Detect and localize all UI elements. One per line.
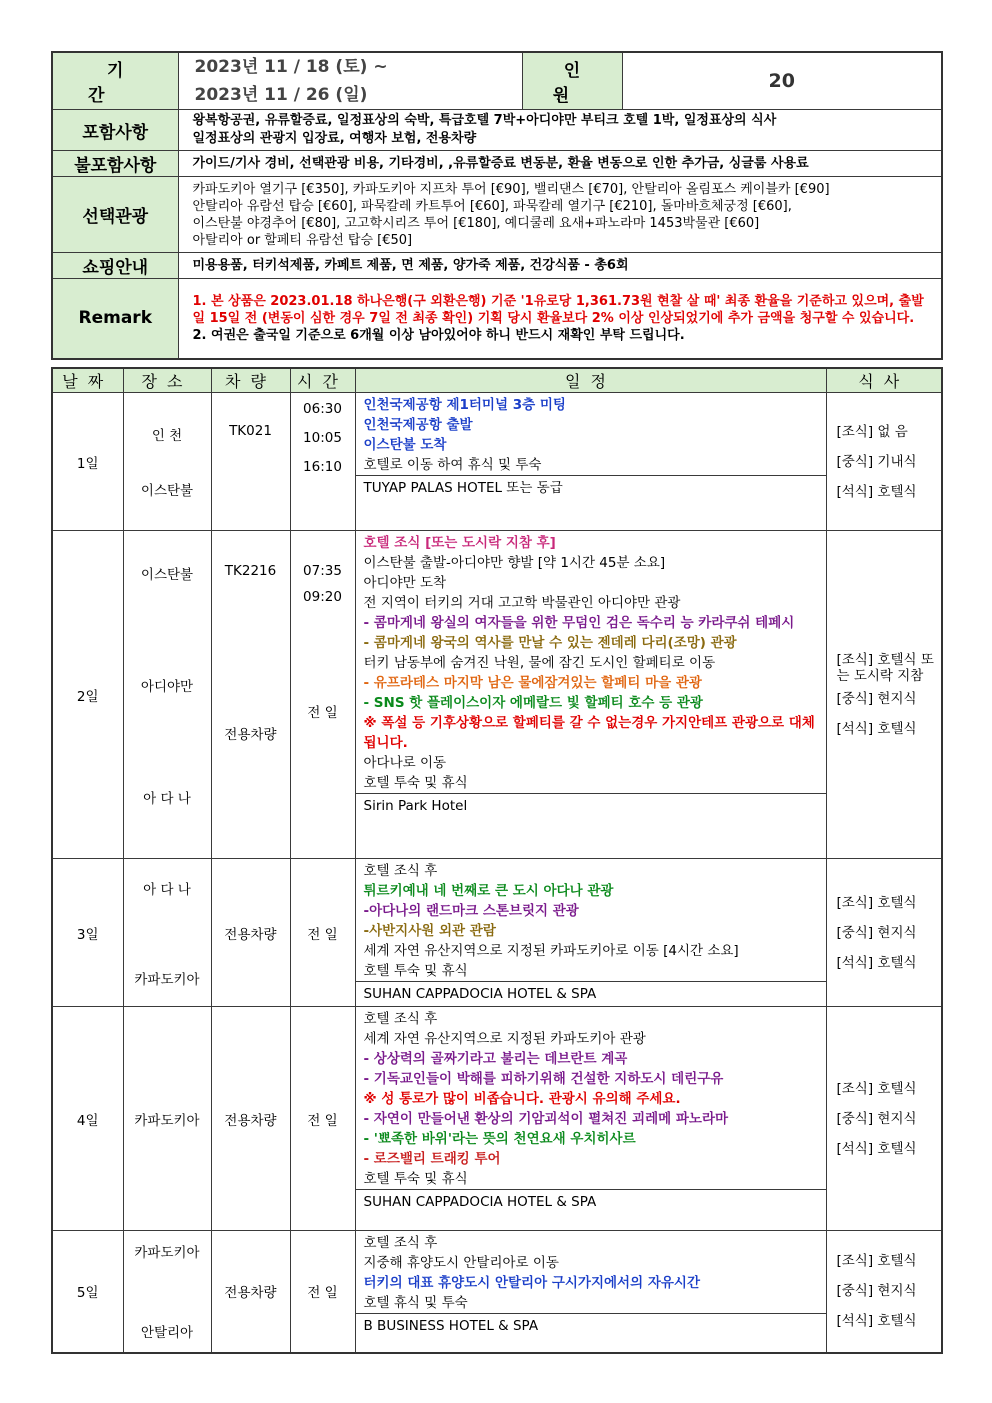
schedule-line: -아다나의 랜드마크 스톤브릿지 관광 xyxy=(363,903,579,919)
period-value xyxy=(178,52,522,110)
schedule-line: 터키의 대표 휴양도시 안탈리아 구시가지에서의 자유시간 xyxy=(363,1275,700,1291)
schedule-line: - 기독교인들이 박해를 피하기위해 건설한 지하도시 데린구유 xyxy=(363,1071,724,1087)
schedule-line: 호텔 조식 [또는 도시락 지참 후] xyxy=(363,535,556,551)
schedule-line: 호텔 휴식 및 투숙 xyxy=(363,1295,468,1311)
schedule-line: 지중해 휴양도시 안탈리아로 이동 xyxy=(363,1255,559,1271)
meal-lunch: [중식] 현지식 xyxy=(836,1110,917,1127)
schedule-line: ※ 성 통로가 많이 비좁습니다. 관광시 유의해 주세요. xyxy=(363,1091,681,1107)
day-label: 1일 xyxy=(52,393,123,531)
meal-breakfast: [조식] 호텔식 또는 도시락 지참 xyxy=(836,651,934,684)
time-cell xyxy=(290,531,355,859)
meal-cell xyxy=(826,531,942,859)
meal-cell xyxy=(826,393,942,531)
meal-lunch: [중식] 현지식 xyxy=(836,924,917,941)
time-all-day: 전 일 xyxy=(307,705,338,721)
schedule-cell xyxy=(355,859,826,1007)
include-value xyxy=(178,110,942,151)
place-cell xyxy=(123,393,211,531)
transport-cell: 전용차량 xyxy=(211,1007,290,1231)
remark-1: 1. 본 상품은 2023.01.18 하나은행(구 외환은행) 기준 '1유로당 1,361.73원 현찰 살 때' 최종 환율을 기준하고 있으며, 출발일 15일 전 (변동이 심한 경우 7일 전 최종 확인) 기획 당시 환율보다 2% 이상 인상되었기에 추가 금액을 청구할 수 있습니다. xyxy=(192,293,924,326)
transport-value: TK2216 xyxy=(224,563,277,579)
schedule-line: 세계 자연 유산지역으로 지정된 카파도키아 관광 xyxy=(363,1031,646,1047)
place-name: 아 다 나 xyxy=(143,791,191,807)
itinerary-table xyxy=(51,367,943,1354)
day-row xyxy=(52,531,942,859)
header-meal: 식사 xyxy=(826,368,942,393)
meal-cell xyxy=(826,1007,942,1231)
shopping-value: 미용용품, 터키석제품, 카페트 제품, 면 제품, 양가죽 제품, 건강식품 - 총6회 xyxy=(178,253,942,279)
period-end: 2023년 11 / 26 (일) xyxy=(194,85,368,105)
time-value: 06:30 xyxy=(303,401,342,417)
schedule-lines xyxy=(356,1007,826,1189)
schedule-lines xyxy=(356,393,826,475)
schedule-cell xyxy=(355,531,826,859)
schedule-lines xyxy=(356,1231,826,1313)
place-name: 아디야만 xyxy=(140,679,194,695)
meal-dinner: [석식] 호텔식 xyxy=(836,1313,917,1330)
place-name: 카파도키아 xyxy=(123,1007,211,1231)
meal-breakfast: [조식] 호텔식 xyxy=(836,1080,917,1097)
place-name: 안탈리아 xyxy=(140,1325,194,1342)
header-time: 시간 xyxy=(290,368,355,393)
time-value: 09:20 xyxy=(303,589,342,605)
schedule-line: - 자연이 만들어낸 환상의 기암괴석이 펼쳐진 괴레메 파노라마 xyxy=(363,1111,729,1127)
place-cell xyxy=(123,1231,211,1353)
schedule-line: - 로즈밸리 트래킹 투어 xyxy=(363,1151,501,1167)
header-day: 날짜 xyxy=(52,368,123,393)
schedule-line: 아다나로 이동 xyxy=(363,755,447,771)
hotel-name: SUHAN CAPPADOCIA HOTEL & SPA xyxy=(356,1189,826,1214)
meal-lunch: [중식] 현지식 xyxy=(836,1283,917,1300)
schedule-line: 호텔 투숙 및 휴식 xyxy=(363,1171,468,1187)
meal-breakfast: [조식] 호텔식 xyxy=(836,894,917,911)
time-value: 10:05 xyxy=(303,430,342,446)
period-start: 2023년 11 / 18 (토) ~ xyxy=(194,57,388,77)
time-cell: 전 일 xyxy=(290,1007,355,1231)
schedule-line: - SNS 핫 플레이스이자 에메랄드 빛 할페티 호수 등 관광 xyxy=(363,695,703,711)
time-cell: 전 일 xyxy=(290,859,355,1007)
place-name: 아 다 나 xyxy=(143,881,191,898)
optional-tour-value xyxy=(178,177,942,253)
place-name: 이스탄불 xyxy=(140,567,194,583)
pax-label: 인 원 xyxy=(522,52,622,110)
schedule-line: 호텔 조식 후 xyxy=(363,1235,438,1251)
time-cell: 전 일 xyxy=(290,1231,355,1353)
schedule-line: 호텔 조식 후 xyxy=(363,863,438,879)
day-row xyxy=(52,393,942,531)
schedule-line: 아디야만 도착 xyxy=(363,575,447,591)
include-line: 왕복항공권, 유류할증료, 일정표상의 숙박, 특급호텔 7박+아디야만 부티크 호텔 1박, 일정표상의 식사 xyxy=(192,113,777,128)
place-name: 카파도키아 xyxy=(134,971,200,988)
day-row xyxy=(52,1231,942,1353)
hotel-name: B BUSINESS HOTEL & SPA xyxy=(356,1313,826,1338)
meal-dinner: [석식] 호텔식 xyxy=(836,954,917,971)
place-name: 이스탄불 xyxy=(140,483,194,499)
schedule-line: 호텔 투숙 및 휴식 xyxy=(363,963,468,979)
transport-cell: TK021 xyxy=(211,393,290,531)
schedule-line: 이스탄불 출발-아디야만 향발 [약 1시간 45분 소요] xyxy=(363,555,666,571)
schedule-line: - 콤마게네 왕실의 여자들을 위한 무덤인 검은 독수리 능 카라쿠쉬 테페시 xyxy=(363,615,795,631)
transport-cell: 전용차량 xyxy=(211,859,290,1007)
day-label: 5일 xyxy=(52,1231,123,1353)
place-name: 인 천 xyxy=(151,428,183,444)
schedule-line: 터키 남동부에 숨겨진 낙원, 물에 잠긴 도시인 할페티로 이동 xyxy=(363,655,716,671)
transport-value: 전용차량 xyxy=(224,727,277,743)
hotel-name: Sirin Park Hotel xyxy=(356,793,826,818)
schedule-lines xyxy=(356,531,826,793)
meal-lunch: [중식] 기내식 xyxy=(836,453,917,470)
schedule-line: - 콤마게네 왕국의 역사를 만날 수 있는 젠데레 다리(조망) 관광 xyxy=(363,635,737,651)
schedule-cell xyxy=(355,393,826,531)
hotel-name: SUHAN CAPPADOCIA HOTEL & SPA xyxy=(356,981,826,1006)
meal-dinner: [석식] 호텔식 xyxy=(836,720,917,737)
day-row xyxy=(52,1007,942,1231)
header-schedule: 일정 xyxy=(355,368,826,393)
optional-tour-line: 카파도키아 열기구 [€350], 카파도키아 지프차 투어 [€90], 밸리댄스 [€70], 안탈리아 올림포스 케이블카 [€90] xyxy=(192,181,830,197)
meal-dinner: [석식] 호텔식 xyxy=(836,483,917,500)
schedule-cell xyxy=(355,1007,826,1231)
optional-tour-line: 안탈리아 유람선 탑승 [€60], 파묵칼레 카트투어 [€60], 파묵칼레 열기구 [€210], 돌마바흐체궁정 [€60], xyxy=(192,198,792,214)
schedule-line: -사반지사원 외관 관람 xyxy=(363,923,496,939)
schedule-line: 튀르키예내 네 번째로 큰 도시 아다나 관광 xyxy=(363,883,614,899)
meal-breakfast: [조식] 호텔식 xyxy=(836,1253,917,1270)
schedule-line: 이스탄불 도착 xyxy=(363,437,447,453)
exclude-value: 가이드/기사 경비, 선택관광 비용, 기타경비, ,유류할증료 변동분, 환율 변동으로 인한 추가금, 싱글룸 사용료 xyxy=(178,151,942,177)
schedule-line: - 유프라테스 마지막 남은 물에잠겨있는 할페티 마을 관광 xyxy=(363,675,702,691)
schedule-cell xyxy=(355,1231,826,1353)
schedule-line: 호텔 조식 후 xyxy=(363,1011,438,1027)
trip-info-table xyxy=(51,51,943,360)
day-label: 3일 xyxy=(52,859,123,1007)
include-line: 일정표상의 관광지 입장료, 여행자 보험, 전용차량 xyxy=(192,131,477,146)
meal-breakfast: [조식] 없 음 xyxy=(836,423,908,440)
time-value: 07:35 xyxy=(303,563,342,579)
optional-tour-line: 이스탄불 야경추어 [€80], 고고학시리즈 투어 [€180], 예디쿨레 요새+파노라마 1453박물관 [€60] xyxy=(192,215,760,231)
schedule-line: - 상상력의 골짜기라고 불리는 데브란트 계곡 xyxy=(363,1051,628,1067)
meal-lunch: [중식] 현지식 xyxy=(836,690,917,707)
remark-label: Remark xyxy=(52,279,178,359)
place-cell xyxy=(123,859,211,1007)
place-name: 카파도키아 xyxy=(134,1245,200,1262)
meal-cell xyxy=(826,859,942,1007)
hotel-name: TUYAP PALAS HOTEL 또는 동급 xyxy=(356,475,826,500)
transport-cell: 전용차량 xyxy=(211,1231,290,1353)
time-cell xyxy=(290,393,355,531)
optional-tour-label: 선택관광 xyxy=(52,177,178,253)
meal-dinner: [석식] 호텔식 xyxy=(836,1140,917,1157)
time-value: 16:10 xyxy=(303,459,342,475)
day-label: 2일 xyxy=(52,531,123,859)
schedule-line: 전 지역이 터키의 거대 고고학 박물관인 아디야만 관광 xyxy=(363,595,681,611)
shopping-label: 쇼핑안내 xyxy=(52,253,178,279)
include-label: 포함사항 xyxy=(52,110,178,151)
day-label: 4일 xyxy=(52,1007,123,1231)
schedule-line: 호텔로 이동 하여 휴식 및 투숙 xyxy=(363,457,542,473)
schedule-lines xyxy=(356,859,826,981)
place-cell xyxy=(123,531,211,859)
day-row xyxy=(52,859,942,1007)
exclude-label: 불포함사항 xyxy=(52,151,178,177)
header-place: 장소 xyxy=(123,368,211,393)
meal-cell xyxy=(826,1231,942,1353)
schedule-line: 세계 자연 유산지역으로 지정된 카파도키아로 이동 [4시간 소요] xyxy=(363,943,739,959)
header-transport: 차량 xyxy=(211,368,290,393)
remark-value xyxy=(178,279,942,359)
schedule-line: 인천국제공항 제1터미널 3층 미팅 xyxy=(363,397,566,413)
transport-cell xyxy=(211,531,290,859)
pax-value: 20 xyxy=(622,52,942,110)
schedule-line: - '뾰족한 바위'라는 뜻의 천연요새 우치히사르 xyxy=(363,1131,636,1147)
schedule-line: 호텔 투숙 및 휴식 xyxy=(363,775,468,791)
period-label: 기 간 xyxy=(52,52,178,110)
optional-tour-line: 아탈리아 or 할페티 유람선 탑승 [€50] xyxy=(192,232,413,248)
schedule-line: ※ 폭설 등 기후상황으로 할페티를 갈 수 없는경우 가지안테프 관광으로 대체됩니다. xyxy=(363,715,815,751)
schedule-line: 인천국제공항 출발 xyxy=(363,417,473,433)
remark-2: 2. 여권은 출국일 기준으로 6개월 이상 남아있어야 하니 반드시 재확인 부탁 드립니다. xyxy=(192,327,685,343)
